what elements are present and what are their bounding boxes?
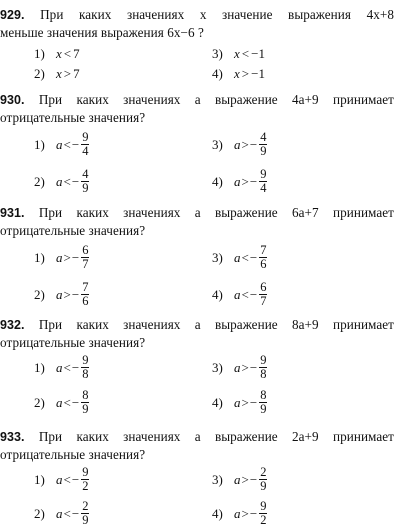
question-text: При каких значениях a выражение 2a+9 принимает: [38, 429, 394, 444]
fraction-numerator: 7: [82, 280, 89, 294]
answer-relation: >: [241, 173, 249, 189]
fraction-numerator: 6: [260, 280, 267, 294]
answer-option[interactable]: [34, 168, 89, 195]
fraction-numerator: 9: [82, 130, 89, 144]
answer-variable: x: [56, 46, 62, 61]
fraction-denominator: 9: [82, 513, 89, 527]
answer-option[interactable]: [34, 389, 89, 416]
question-text-continued: отрицательные значения?: [0, 110, 146, 125]
fraction-numerator: 7: [260, 243, 267, 257]
answer-variable: a: [56, 471, 63, 487]
question-line-1: [0, 6, 394, 24]
answer-key: 4): [212, 173, 223, 189]
fraction-denominator: 4: [260, 181, 267, 195]
answer-option[interactable]: [212, 466, 267, 493]
fraction-denominator: 9: [260, 402, 267, 416]
answer-sign: −: [249, 471, 258, 487]
answer-fraction: [81, 389, 89, 416]
answer-option[interactable]: [34, 131, 89, 158]
answer-option[interactable]: [34, 354, 89, 381]
question-line-1: [0, 204, 394, 222]
question-line-1: [0, 91, 394, 109]
question-text: При каких значениях a выражение 4a+9 принимает: [38, 92, 394, 107]
answer-key: 2): [34, 394, 45, 410]
answer-fraction: [259, 500, 267, 527]
answer-sign: −: [71, 286, 80, 302]
answer-variable: a: [56, 136, 63, 152]
answer-option[interactable]: [212, 46, 265, 62]
fraction-denominator: 2: [260, 513, 267, 527]
question-text: При каких значениях x значение выражения 4x+8: [40, 7, 394, 22]
problem-number: 932.: [0, 318, 25, 332]
fraction-numerator: 9: [260, 499, 267, 513]
fraction-denominator: 4: [82, 144, 89, 158]
fraction-numerator: 9: [260, 353, 267, 367]
question-line-2: [0, 109, 394, 127]
answer-variable: x: [234, 46, 240, 61]
answer-key: 4): [212, 505, 223, 521]
answer-key: 3): [212, 471, 223, 487]
question-line-2: [0, 222, 394, 240]
fraction-numerator: 4: [82, 167, 89, 181]
answer-key: 3): [212, 46, 223, 61]
fraction-denominator: 9: [82, 181, 89, 195]
answer-key: 1): [34, 249, 45, 265]
answer-fraction: [81, 500, 89, 527]
question-text-continued: отрицательные значения?: [0, 223, 146, 238]
answer-sign: −: [71, 471, 80, 487]
fraction-denominator: 7: [82, 257, 89, 271]
answer-sign: −: [71, 359, 80, 375]
answer-key: 3): [212, 136, 223, 152]
answer-fraction: [259, 168, 267, 195]
answer-sign: −: [249, 173, 258, 189]
answer-value: −1: [251, 66, 265, 81]
fraction-numerator: 8: [260, 388, 267, 402]
question-text-continued: отрицательные значения?: [0, 335, 146, 350]
answer-option[interactable]: [212, 244, 267, 271]
answer-relation: <: [241, 46, 250, 61]
answer-key: 3): [212, 359, 223, 375]
answer-key: 1): [34, 46, 45, 61]
question-line-1: [0, 428, 394, 446]
answer-key: 4): [212, 394, 223, 410]
answer-variable: a: [56, 359, 63, 375]
answer-relation: <: [63, 505, 71, 521]
answer-key: 2): [34, 286, 45, 302]
answer-variable: a: [56, 249, 63, 265]
fraction-numerator: 8: [82, 388, 89, 402]
fraction-numerator: 6: [82, 243, 89, 257]
answer-sign: −: [249, 394, 258, 410]
answer-option[interactable]: [34, 500, 89, 527]
answer-fraction: [259, 281, 267, 308]
answer-option[interactable]: [212, 131, 267, 158]
answer-variable: a: [56, 286, 63, 302]
answer-sign: −: [71, 394, 80, 410]
answer-fraction: [81, 168, 89, 195]
answer-relation: <: [63, 359, 71, 375]
fraction-denominator: 6: [82, 294, 89, 308]
answer-variable: x: [56, 66, 62, 81]
question-text-continued: отрицательные значения?: [0, 447, 146, 462]
answer-key: 3): [212, 249, 223, 265]
answer-variable: a: [234, 286, 241, 302]
fraction-denominator: 9: [260, 144, 267, 158]
answer-option[interactable]: [212, 354, 267, 381]
answer-sign: −: [249, 359, 258, 375]
answer-sign: −: [71, 136, 80, 152]
question-line-2: [0, 334, 394, 352]
answer-sign: −: [249, 286, 258, 302]
problem-number: 933.: [0, 430, 25, 444]
answer-option[interactable]: [212, 500, 267, 527]
answer-variable: x: [234, 66, 240, 81]
answer-relation: <: [63, 394, 71, 410]
answer-variable: a: [56, 394, 63, 410]
answer-variable: a: [234, 173, 241, 189]
fraction-numerator: 2: [260, 465, 267, 479]
answer-fraction: [259, 466, 267, 493]
answer-relation: >: [241, 394, 249, 410]
answer-option[interactable]: [212, 389, 267, 416]
fraction-denominator: 9: [260, 479, 267, 493]
answer-sign: −: [71, 249, 80, 265]
answer-option[interactable]: [34, 466, 89, 493]
answer-option[interactable]: [34, 46, 80, 62]
answer-fraction: [81, 244, 89, 271]
answer-key: 4): [212, 66, 223, 81]
problem-number: 931.: [0, 206, 25, 220]
answer-option[interactable]: [212, 168, 267, 195]
answer-fraction: [259, 389, 267, 416]
answer-sign: −: [71, 173, 80, 189]
answer-variable: a: [234, 249, 241, 265]
answer-sign: −: [249, 505, 258, 521]
fraction-denominator: 9: [82, 402, 89, 416]
answer-fraction: [259, 244, 267, 271]
fraction-numerator: 9: [260, 167, 267, 181]
answer-sign: −: [249, 249, 258, 265]
answer-variable: a: [234, 471, 241, 487]
answer-value: −1: [251, 46, 265, 61]
answer-relation: <: [63, 46, 72, 61]
answer-relation: <: [63, 471, 71, 487]
answer-fraction: [259, 354, 267, 381]
fraction-denominator: 2: [82, 479, 89, 493]
answer-fraction: [81, 281, 89, 308]
answer-fraction: [81, 131, 89, 158]
answer-relation: >: [63, 249, 71, 265]
answer-variable: a: [234, 359, 241, 375]
answer-relation: <: [241, 286, 249, 302]
answer-key: 2): [34, 173, 45, 189]
answer-relation: >: [63, 66, 72, 81]
answer-sign: −: [249, 136, 258, 152]
question-text: При каких значениях a выражение 6a+7 принимает: [38, 205, 394, 220]
answer-option[interactable]: [212, 281, 267, 308]
answer-variable: a: [234, 136, 241, 152]
answer-relation: <: [63, 136, 71, 152]
question-line-2: [0, 446, 394, 464]
answer-fraction: [259, 131, 267, 158]
answer-relation: >: [241, 471, 249, 487]
answer-variable: a: [234, 394, 241, 410]
answer-relation: >: [241, 136, 249, 152]
fraction-numerator: 4: [260, 130, 267, 144]
answer-variable: a: [56, 173, 63, 189]
fraction-denominator: 7: [260, 294, 267, 308]
fraction-numerator: 2: [82, 499, 89, 513]
answer-relation: >: [241, 359, 249, 375]
fraction-denominator: 8: [82, 367, 89, 381]
answer-key: 1): [34, 359, 45, 375]
answer-relation: >: [241, 505, 249, 521]
problem-number: 930.: [0, 93, 25, 107]
fraction-denominator: 6: [260, 257, 267, 271]
question-text-continued: меньше значения выражения 6x−6 ?: [0, 25, 204, 40]
answer-option[interactable]: [34, 244, 89, 271]
answer-fraction: [81, 466, 89, 493]
answer-relation: >: [241, 66, 250, 81]
answer-variable: a: [56, 505, 63, 521]
answer-key: 2): [34, 66, 45, 81]
fraction-numerator: 9: [82, 465, 89, 479]
answer-value: 7: [73, 66, 80, 81]
answer-option[interactable]: [34, 66, 80, 82]
answer-option[interactable]: [212, 66, 265, 82]
problem-number: 929.: [0, 8, 25, 22]
fraction-numerator: 9: [82, 353, 89, 367]
answer-value: 7: [73, 46, 80, 61]
question-line-2: [0, 24, 394, 42]
answer-key: 4): [212, 286, 223, 302]
answer-key: 2): [34, 505, 45, 521]
answer-fraction: [81, 354, 89, 381]
answer-variable: a: [234, 505, 241, 521]
fraction-denominator: 8: [260, 367, 267, 381]
answer-sign: −: [71, 505, 80, 521]
answer-key: 1): [34, 136, 45, 152]
answer-key: 1): [34, 471, 45, 487]
question-line-1: [0, 316, 394, 334]
answer-relation: >: [63, 286, 71, 302]
answer-relation: <: [241, 249, 249, 265]
question-text: При каких значениях a выражение 8a+9 принимает: [38, 317, 394, 332]
answer-relation: <: [63, 173, 71, 189]
answer-option[interactable]: [34, 281, 89, 308]
